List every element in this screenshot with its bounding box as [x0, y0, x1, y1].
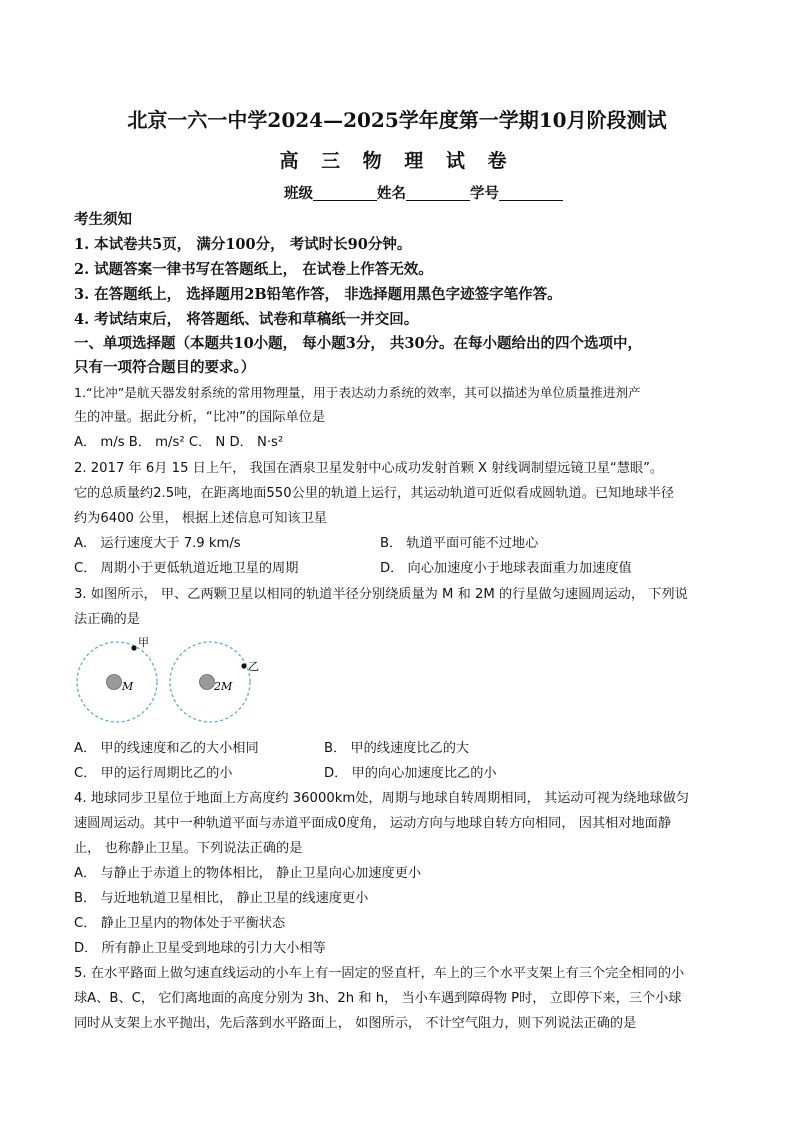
class-label: 班级 — [284, 185, 313, 202]
notice-item: 2. 试题答案一律书写在答题纸上， 在试卷上作答无效。 — [74, 261, 433, 278]
question-3-option-c: C． 甲的运行周期比乙的小 — [74, 766, 233, 781]
notice-item: 3. 在答题纸上， 选择题用2B铅笔作答， 非选择题用黑色字迹签字笔作答。 — [74, 286, 562, 303]
question-2-text-cont: 约为6400 公里， 根据上述信息可知该卫星 — [74, 511, 327, 526]
question-2-option-b: B． 轨道平面可能不过地心 — [380, 536, 539, 551]
id-label: 学号 — [470, 185, 499, 202]
question-5-text: 5. 在水平路面上做匀速直线运动的小车上有一固定的竖直杆，车上的三个水平支架上有三个完全相同的小 — [74, 966, 685, 981]
question-4-option-c: C． 静止卫星内的物体处于平衡状态 — [74, 916, 286, 931]
notice-item: 4. 考试结束后， 将答题纸、试卷和草稿纸一并交回。 — [74, 311, 419, 328]
question-2-text-cont: 它的总质量约2.5吨，在距离地面550公里的轨道上运行，其运动轨道可近似看成圆轨道。已知地球半径 — [74, 486, 675, 501]
student-info-row — [284, 182, 563, 203]
question-4-text: 4. 地球同步卫星位于地面上方高度约 36000km处，周期与地球自转周期相同， 其运动可视为绕地球做匀 — [74, 791, 690, 806]
question-3-option-d: D． 甲的向心加速度比乙的小 — [324, 766, 497, 781]
question-4-option-a: A． 与静止于赤道上的物体相比， 静止卫星向心加速度更小 — [74, 866, 422, 881]
question-3-option-b: B． 甲的线速度比乙的大 — [324, 741, 470, 756]
exam-subtitle: 高 三 物 理 试 卷 — [279, 150, 515, 172]
name-label: 姓名 — [377, 185, 406, 202]
satellite-yi — [241, 663, 246, 668]
question-2-option-c: C． 周期小于更低轨道近地卫星的周期 — [74, 561, 299, 576]
question-1-text-cont: 生的冲量。据此分析，“比冲”的国际单位是 — [74, 410, 326, 425]
class-blank[interactable] — [313, 186, 377, 201]
name-blank[interactable] — [406, 186, 470, 201]
question-5-text-cont: 同时从支架上水平抛出，先后落到水平路面上， 如图所示， 不计空气阻力，则下列说法正确的是 — [74, 1016, 637, 1031]
exam-title: 北京一六一中学2024—2025学年度第一学期10月阶段测试 — [127, 108, 667, 132]
question-1-text: 1.“比冲”是航天器发射系统的常用物理量，用于表达动力系统的效率，其可以描述为单位质量推进剂产 — [74, 385, 641, 400]
question-4-option-b: B． 与近地轨道卫星相比， 静止卫星的线速度更小 — [74, 891, 369, 906]
question-4-option-d: D． 所有静止卫星受到地球的引力大小相等 — [74, 941, 326, 956]
planet-2m — [200, 675, 215, 690]
question-3-text: 3. 如图所示， 甲、乙两颗卫星以相同的轨道半径分别绕质量为 M 和 2M 的行星做匀速圆周运动， 下列说 — [74, 587, 688, 602]
question-5-text-cont: 球A、B、C， 它们离地面的高度分别为 3h、2h 和 h， 当小车遇到障碍物 P时， 立即停下来，三个小球 — [74, 991, 682, 1006]
id-blank[interactable] — [499, 186, 563, 201]
question-3-option-a: A． 甲的线速度和乙的大小相同 — [74, 741, 259, 756]
notice-heading: 考生须知 — [74, 211, 132, 228]
label-2m: 2M — [214, 680, 233, 693]
question-2-text: 2. 2017 年 6月 15 日上午， 我国在酒泉卫星发射中心成功发射首颗 X 射线调制望远镜卫星“慧眼”。 — [74, 461, 664, 476]
label-jia: 甲 — [138, 636, 149, 649]
orbit-diagram — [72, 630, 272, 730]
label-yi: 乙 — [248, 660, 259, 673]
question-4-text-cont: 速圆周运动。其中一种轨道平面与赤道平面成0度角， 运动方向与地球自转方向相同， 因其相对地面静 — [74, 816, 672, 831]
question-1-options: A． m/s B． m/s² C． N D． N·s² — [74, 435, 284, 450]
question-2-option-a: A． 运行速度大于 7.9 km/s — [74, 536, 241, 551]
notice-item: 1. 本试卷共5页， 满分100分， 考试时长90分钟。 — [74, 236, 412, 253]
section-heading-cont: 只有一项符合题目的要求。） — [74, 359, 256, 376]
label-m: M — [122, 680, 134, 693]
question-3-text-cont: 法正确的是 — [74, 612, 140, 627]
planet-m — [107, 675, 122, 690]
section-heading: 一、单项选择题（本题共10小题， 每小题3分， 共30分。在每小题给出的四个选项中， — [74, 335, 643, 352]
satellite-jia — [131, 645, 136, 650]
question-4-text-cont: 止， 也称静止卫星。下列说法正确的是 — [74, 841, 303, 856]
question-2-option-d: D． 向心加速度小于地球表面重力加速度值 — [380, 561, 632, 576]
